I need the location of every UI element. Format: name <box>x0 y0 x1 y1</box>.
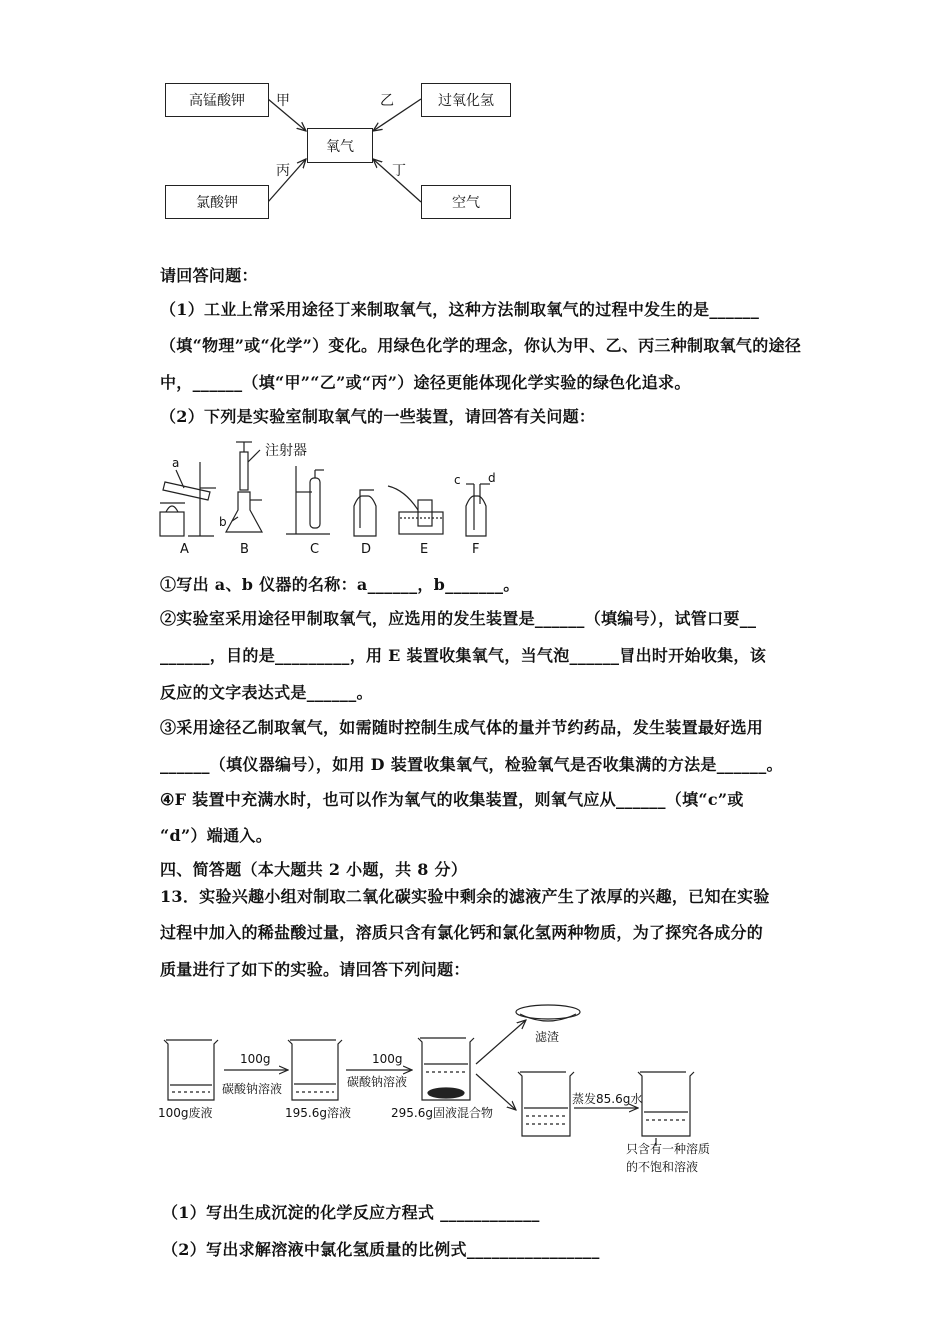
q1-line1: （1）工业上常采用途径丁来制取氧气，这种方法制取氧气的过程中发生的是______ <box>160 300 760 319</box>
oxygen-label: 氧气 <box>326 138 354 155</box>
route-c-label: 丙 <box>276 163 290 179</box>
prompt2: （2）写出求解溶液中氯化氢质量的比例式________________ <box>162 1240 600 1259</box>
letter-C: C <box>310 542 320 557</box>
q1-line3: 中，______（填“甲”“乙”或“丙”）途径更能体现化学实验的绿色化追求。 <box>160 373 691 392</box>
label-a: a <box>172 456 180 470</box>
add1-amount: 100g <box>240 1052 271 1066</box>
route-a-label: 甲 <box>276 93 290 109</box>
letter-B: B <box>240 542 249 557</box>
q2-line1: （2）下列是实验室制取氧气的一些装置，请回答有关问题： <box>160 407 596 426</box>
evaporate-label: 蒸发85.6g水 <box>572 1092 643 1106</box>
sub3-line1: ③采用途径乙制取氧气，如需随时控制生成气体的量并节约药品，发生装置最好选用 <box>160 718 764 737</box>
letter-F: F <box>472 542 480 557</box>
q13-line3: 质量进行了如下的实验。请回答下列问题： <box>160 960 470 979</box>
kmno4-label: 高锰酸钾 <box>189 93 245 109</box>
add2-reagent: 碳酸钠溶液 <box>347 1075 408 1089</box>
final-label-1: 只含有一种溶质 <box>626 1142 711 1156</box>
prompt1: （1）写出生成沉淀的化学反应方程式 ____________ <box>162 1203 540 1222</box>
route-d-label: 丁 <box>392 163 406 179</box>
sub2-line3: 反应的文字表达式是______。 <box>160 683 373 702</box>
air-label: 空气 <box>452 195 480 211</box>
section4-heading: 四、简答题（本大题共 2 小题，共 8 分） <box>160 860 468 879</box>
sub2-line1: ②实验室采用途径甲制取氧气，应选用的发生装置是______（填编号），试管口要__ <box>160 609 757 628</box>
beaker3-label: 295.6g固液混合物 <box>391 1106 493 1120</box>
q1-line2: （填“物理”或“化学”）变化。用绿色化学的理念，你认为甲、乙、丙三种制取氧气的途径 <box>160 336 802 355</box>
final-label-2: 的不饱和溶液 <box>626 1160 699 1174</box>
sub1: ①写出 a、b 仪器的名称：a______，b_______。 <box>160 575 520 594</box>
q13-line1: 13．实验兴趣小组对制取二氧化碳实验中剩余的滤液产生了浓厚的兴趣，已知在实验 <box>160 887 770 906</box>
q13-line2: 过程中加入的稀盐酸过量，溶质只含有氯化钙和氯化氢两种物质，为了探究各成分的 <box>160 923 764 942</box>
syringe-label: 注射器 <box>265 443 307 459</box>
intro-text: 请回答问题： <box>160 266 258 285</box>
label-d: d <box>488 471 496 485</box>
residue-label: 滤渣 <box>535 1030 560 1044</box>
sub4-line2: “d”）端通入。 <box>160 826 272 845</box>
sub4-line1: ④F 装置中充满水时，也可以作为氧气的收集装置，则氧气应从______（填“c”或 <box>160 790 744 809</box>
letter-A: A <box>180 542 189 557</box>
h2o2-label: 过氧化氢 <box>438 93 494 109</box>
sub2-line2: ______，目的是_________，用 E 装置收集氧气，当气泡______冒出时开始收集，该 <box>160 646 767 665</box>
label-c: c <box>454 473 461 487</box>
route-b-label: 乙 <box>380 93 394 109</box>
beaker1-label: 100g废液 <box>158 1106 213 1120</box>
add2-amount: 100g <box>372 1052 403 1066</box>
sub3-line2: ______（填仪器编号），如用 D 装置收集氧气，检验氧气是否收集满的方法是______。 <box>160 755 783 774</box>
letter-D: D <box>361 542 372 557</box>
letter-E: E <box>420 542 429 557</box>
beaker2-label: 195.6g溶液 <box>285 1106 351 1120</box>
add1-reagent: 碳酸钠溶液 <box>222 1082 283 1096</box>
kclo3-label: 氯酸钾 <box>196 195 238 211</box>
label-b: b <box>219 515 227 529</box>
